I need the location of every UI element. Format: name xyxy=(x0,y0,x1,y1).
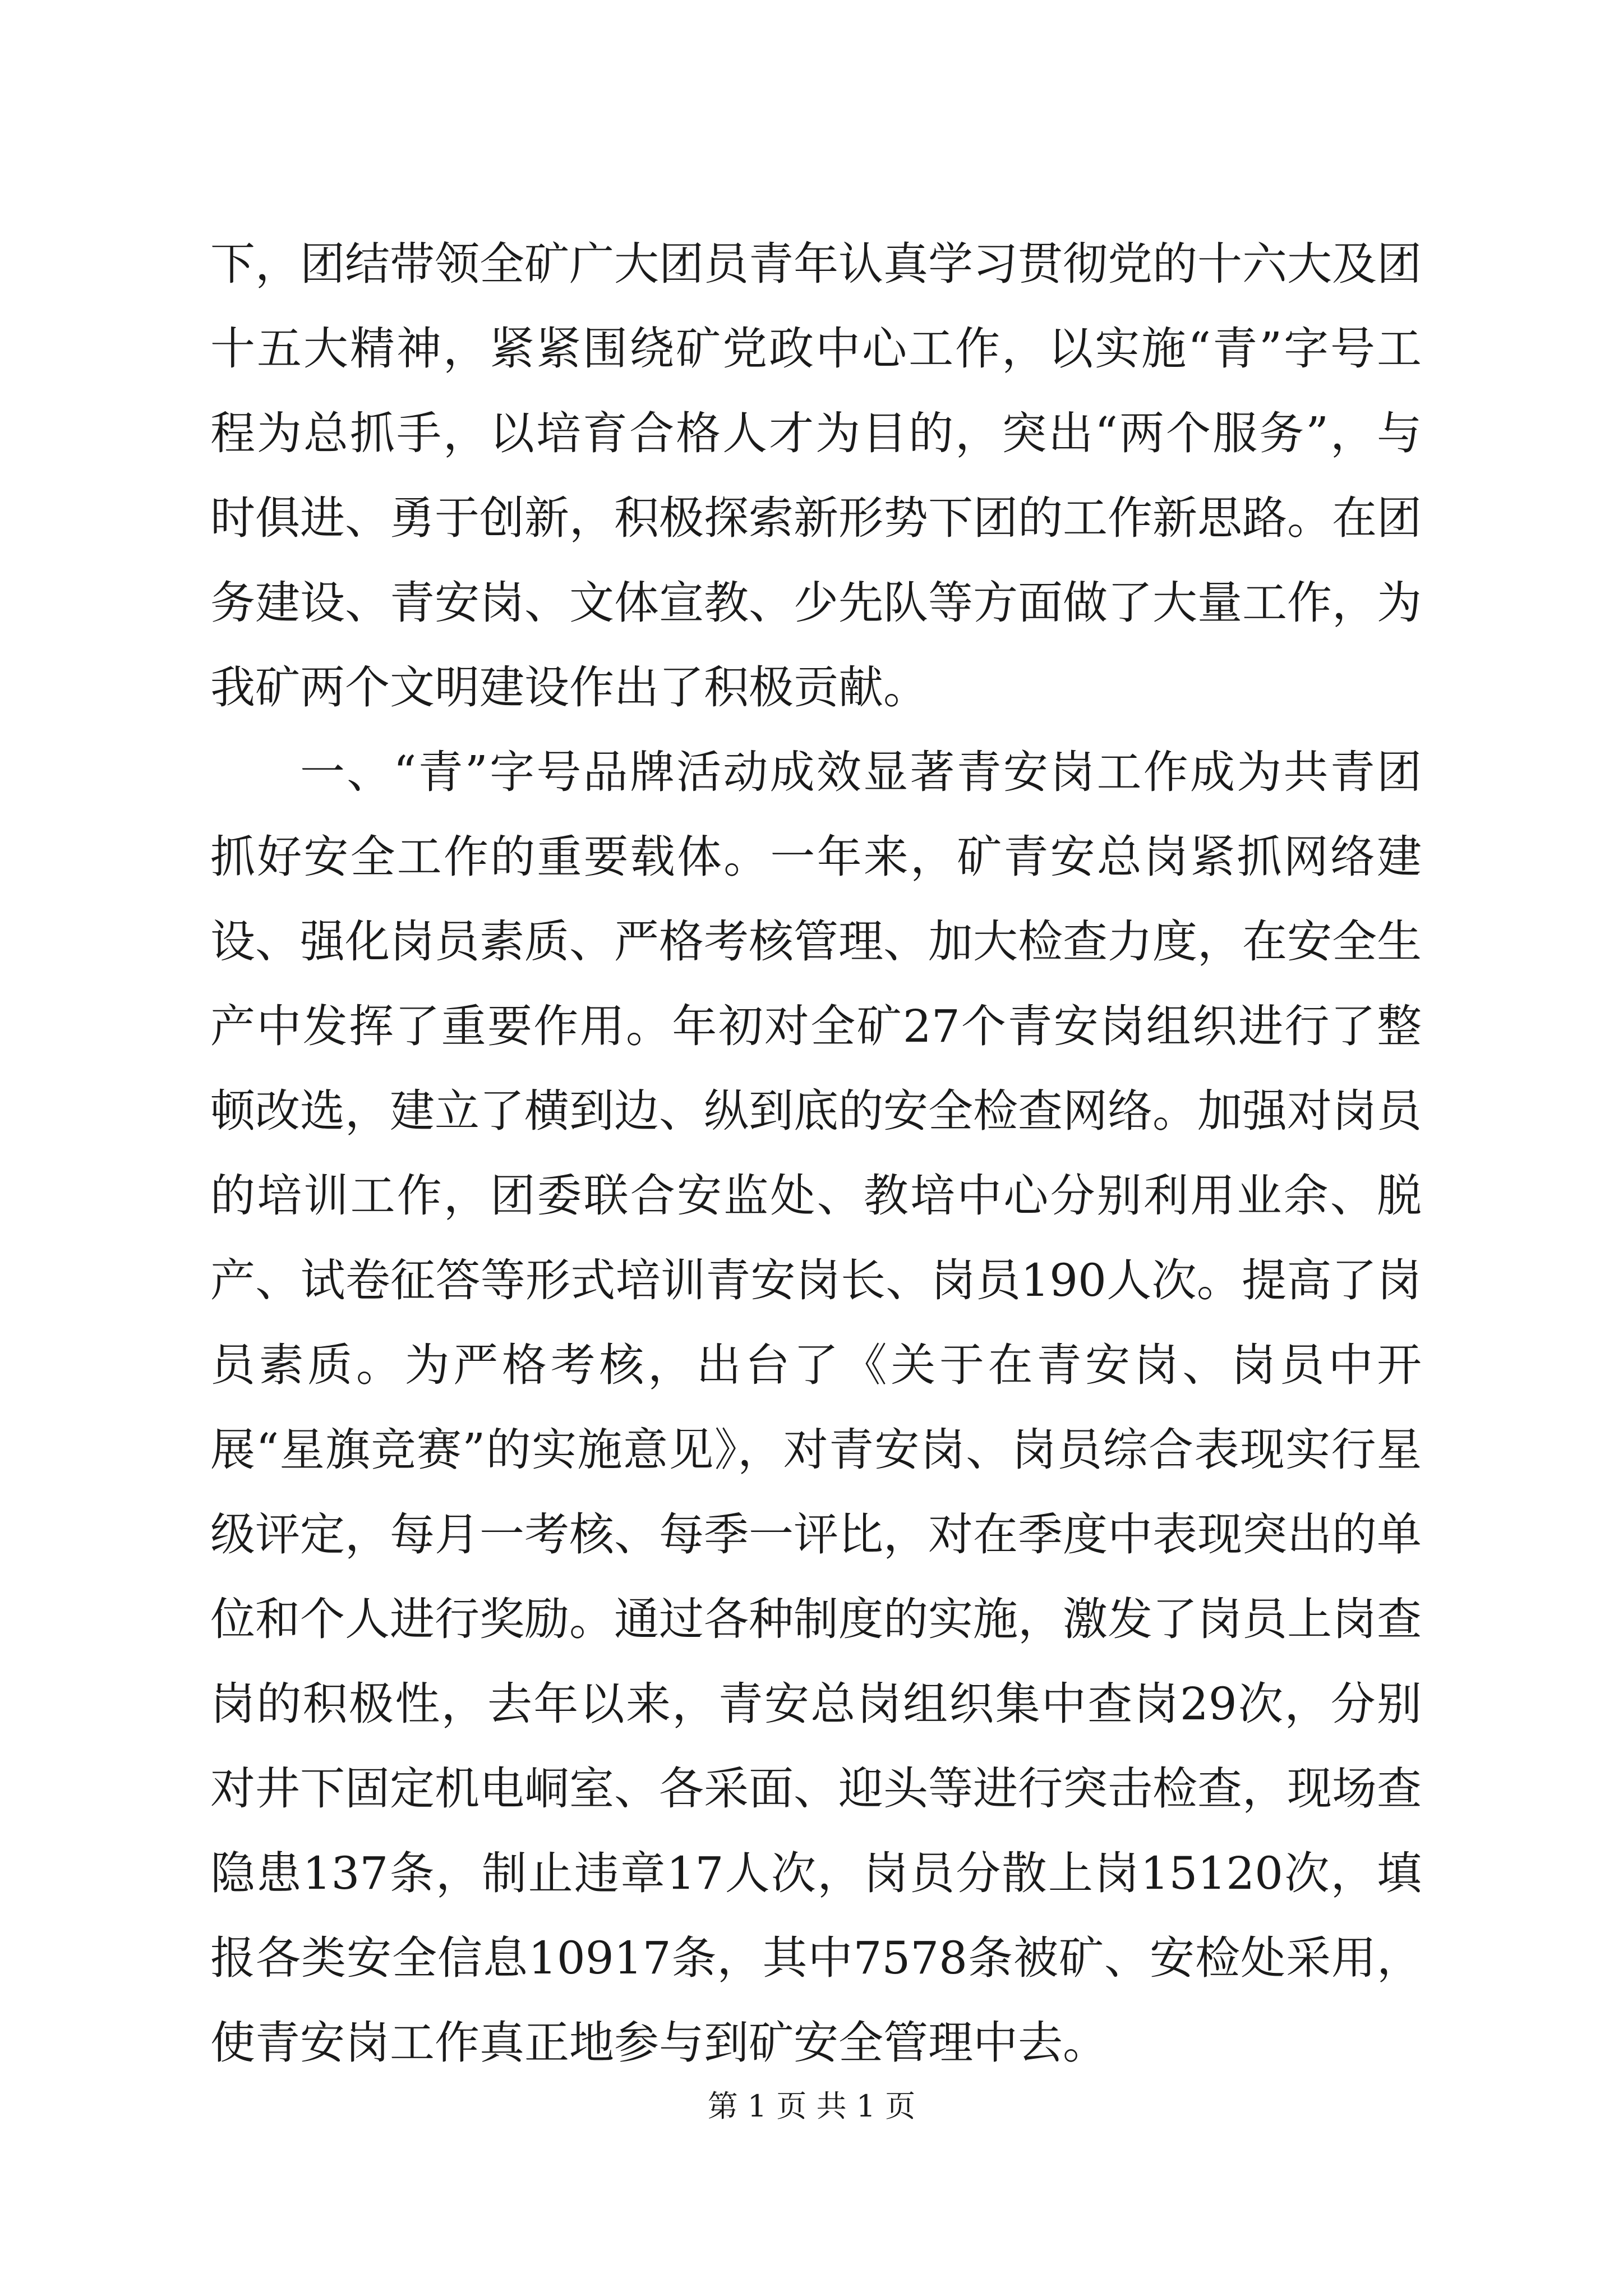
page-footer: 第 1 页 共 1 页 xyxy=(707,2088,916,2124)
document-body xyxy=(210,222,1422,2085)
paragraph-section-one: 一、“青”字号品牌活动成效显著青安岗工作成为共青团抓好安全工作的重要载体。一年来，矿青安总岗紧抓网络建设、强化岗员素质、严格考核管理、加大检查力度，在安全生产中发挥了重要作用。年初对全矿27个青安岗组织进行了整顿改选，建立了横到边、纵到底的安全检查网络。加强对岗员的培训工作，团委联合安监处、教培中心分别利用业余、脱产、试卷征答等形式培训青安岗长、岗员190人次。提高了岗员素质。为严格考核，出台了《关于在青安岗、岗员中开展“星旗竞赛”的实施意见》，对青安岗、岗员综合表现实行星级评定，每月一考核、每季一评比，对在季度中表现突出的单位和个人进行奖励。通过各种制度的实施，激发了岗员上岗查岗的积极性，去年以来，青安总岗组织集中查岗29次，分别对井下固定机电峒室、各采面、迎头等进行突击检查，现场查隐患137条，制止违章17人次，岗员分散上岗15120次，填报各类安全信息10917条，其中7578条被矿、安检处采用，使青安岗工作真正地参与到矿安全管理中去。 xyxy=(210,746,1422,2069)
paragraph-continuation: 下，团结带领全矿广大团员青年认真学习贯彻党的十六大及团十五大精神，紧紧围绕矿党政中心工作，以实施“青”字号工程为总抓手，以培育合格人才为目的，突出“两个服务”，与时俱进、勇于创新，积极探索新形势下团的工作新思路。在团务建设、青安岗、文体宣教、少先队等方面做了大量工作，为我矿两个文明建设作出了积极贡献。 xyxy=(210,238,1422,714)
